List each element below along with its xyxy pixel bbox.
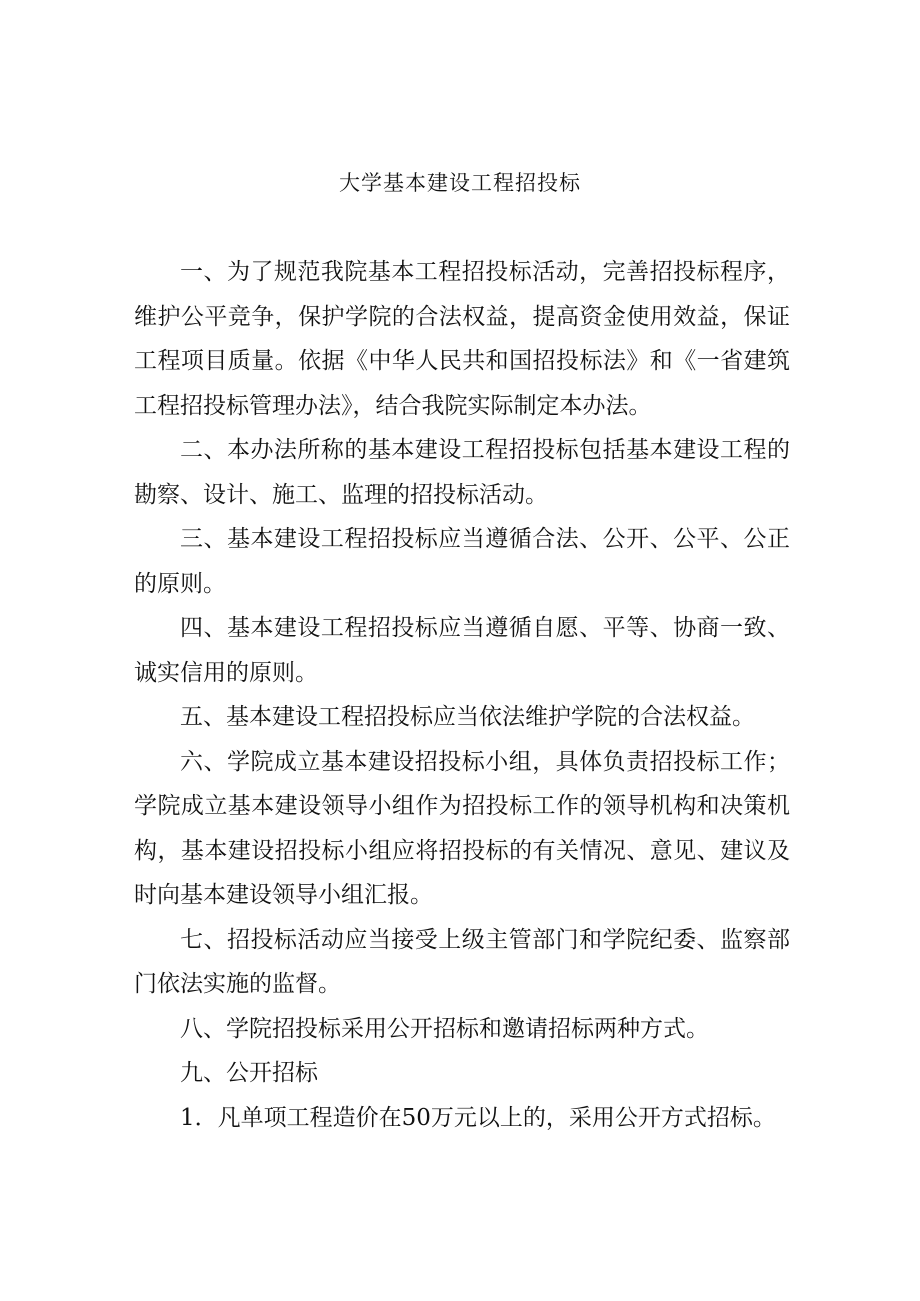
paragraph-10: 1．凡单项工程造价在50万元以上的，采用公开方式招标。 bbox=[180, 1104, 776, 1131]
paragraph-3: 三、基本建设工程招投标应当遵循合法、公开、公平、公正的原则。 bbox=[134, 526, 790, 597]
document-title: 大学基本建设工程招投标 bbox=[339, 171, 581, 195]
paragraph-5: 五、基本建设工程招投标应当依法维护学院的合法权益。 bbox=[180, 704, 755, 730]
paragraph-8: 八、学院招投标采用公开招标和邀请招标两种方式。 bbox=[180, 1015, 709, 1042]
paragraph-4: 四、基本建设工程招投标应当遵循自愿、平等、协商一致、诚实信用的原则。 bbox=[134, 615, 790, 686]
document-body bbox=[134, 250, 790, 1140]
paragraph-2: 二、本办法所称的基本建设工程招投标包括基本建设工程的勘察、设计、施工、监理的招投标活动。 bbox=[134, 437, 790, 508]
paragraph-7: 七、招投标活动应当接受上级主管部门和学院纪委、监察部门依法实施的监督。 bbox=[134, 926, 790, 997]
paragraph-9: 九、公开招标 bbox=[180, 1060, 318, 1086]
paragraph-1: 一、为了规范我院基本工程招投标活动，完善招投标程序，维护公平竞争，保护学院的合法权益，提高资金使用效益，保证工程项目质量。依据《中华人民共和国招投标法》和《一省建筑工程招投标管理办法》，结合我院实际制定本办法。 bbox=[134, 259, 790, 419]
paragraph-6: 六、学院成立基本建设招投标小组，具体负责招投标工作；学院成立基本建设领导小组作为招投标工作的领导机构和决策机构，基本建设招投标小组应将招投标的有关情况、意见、建议及时向基本建设领导小组汇报。 bbox=[134, 748, 790, 908]
